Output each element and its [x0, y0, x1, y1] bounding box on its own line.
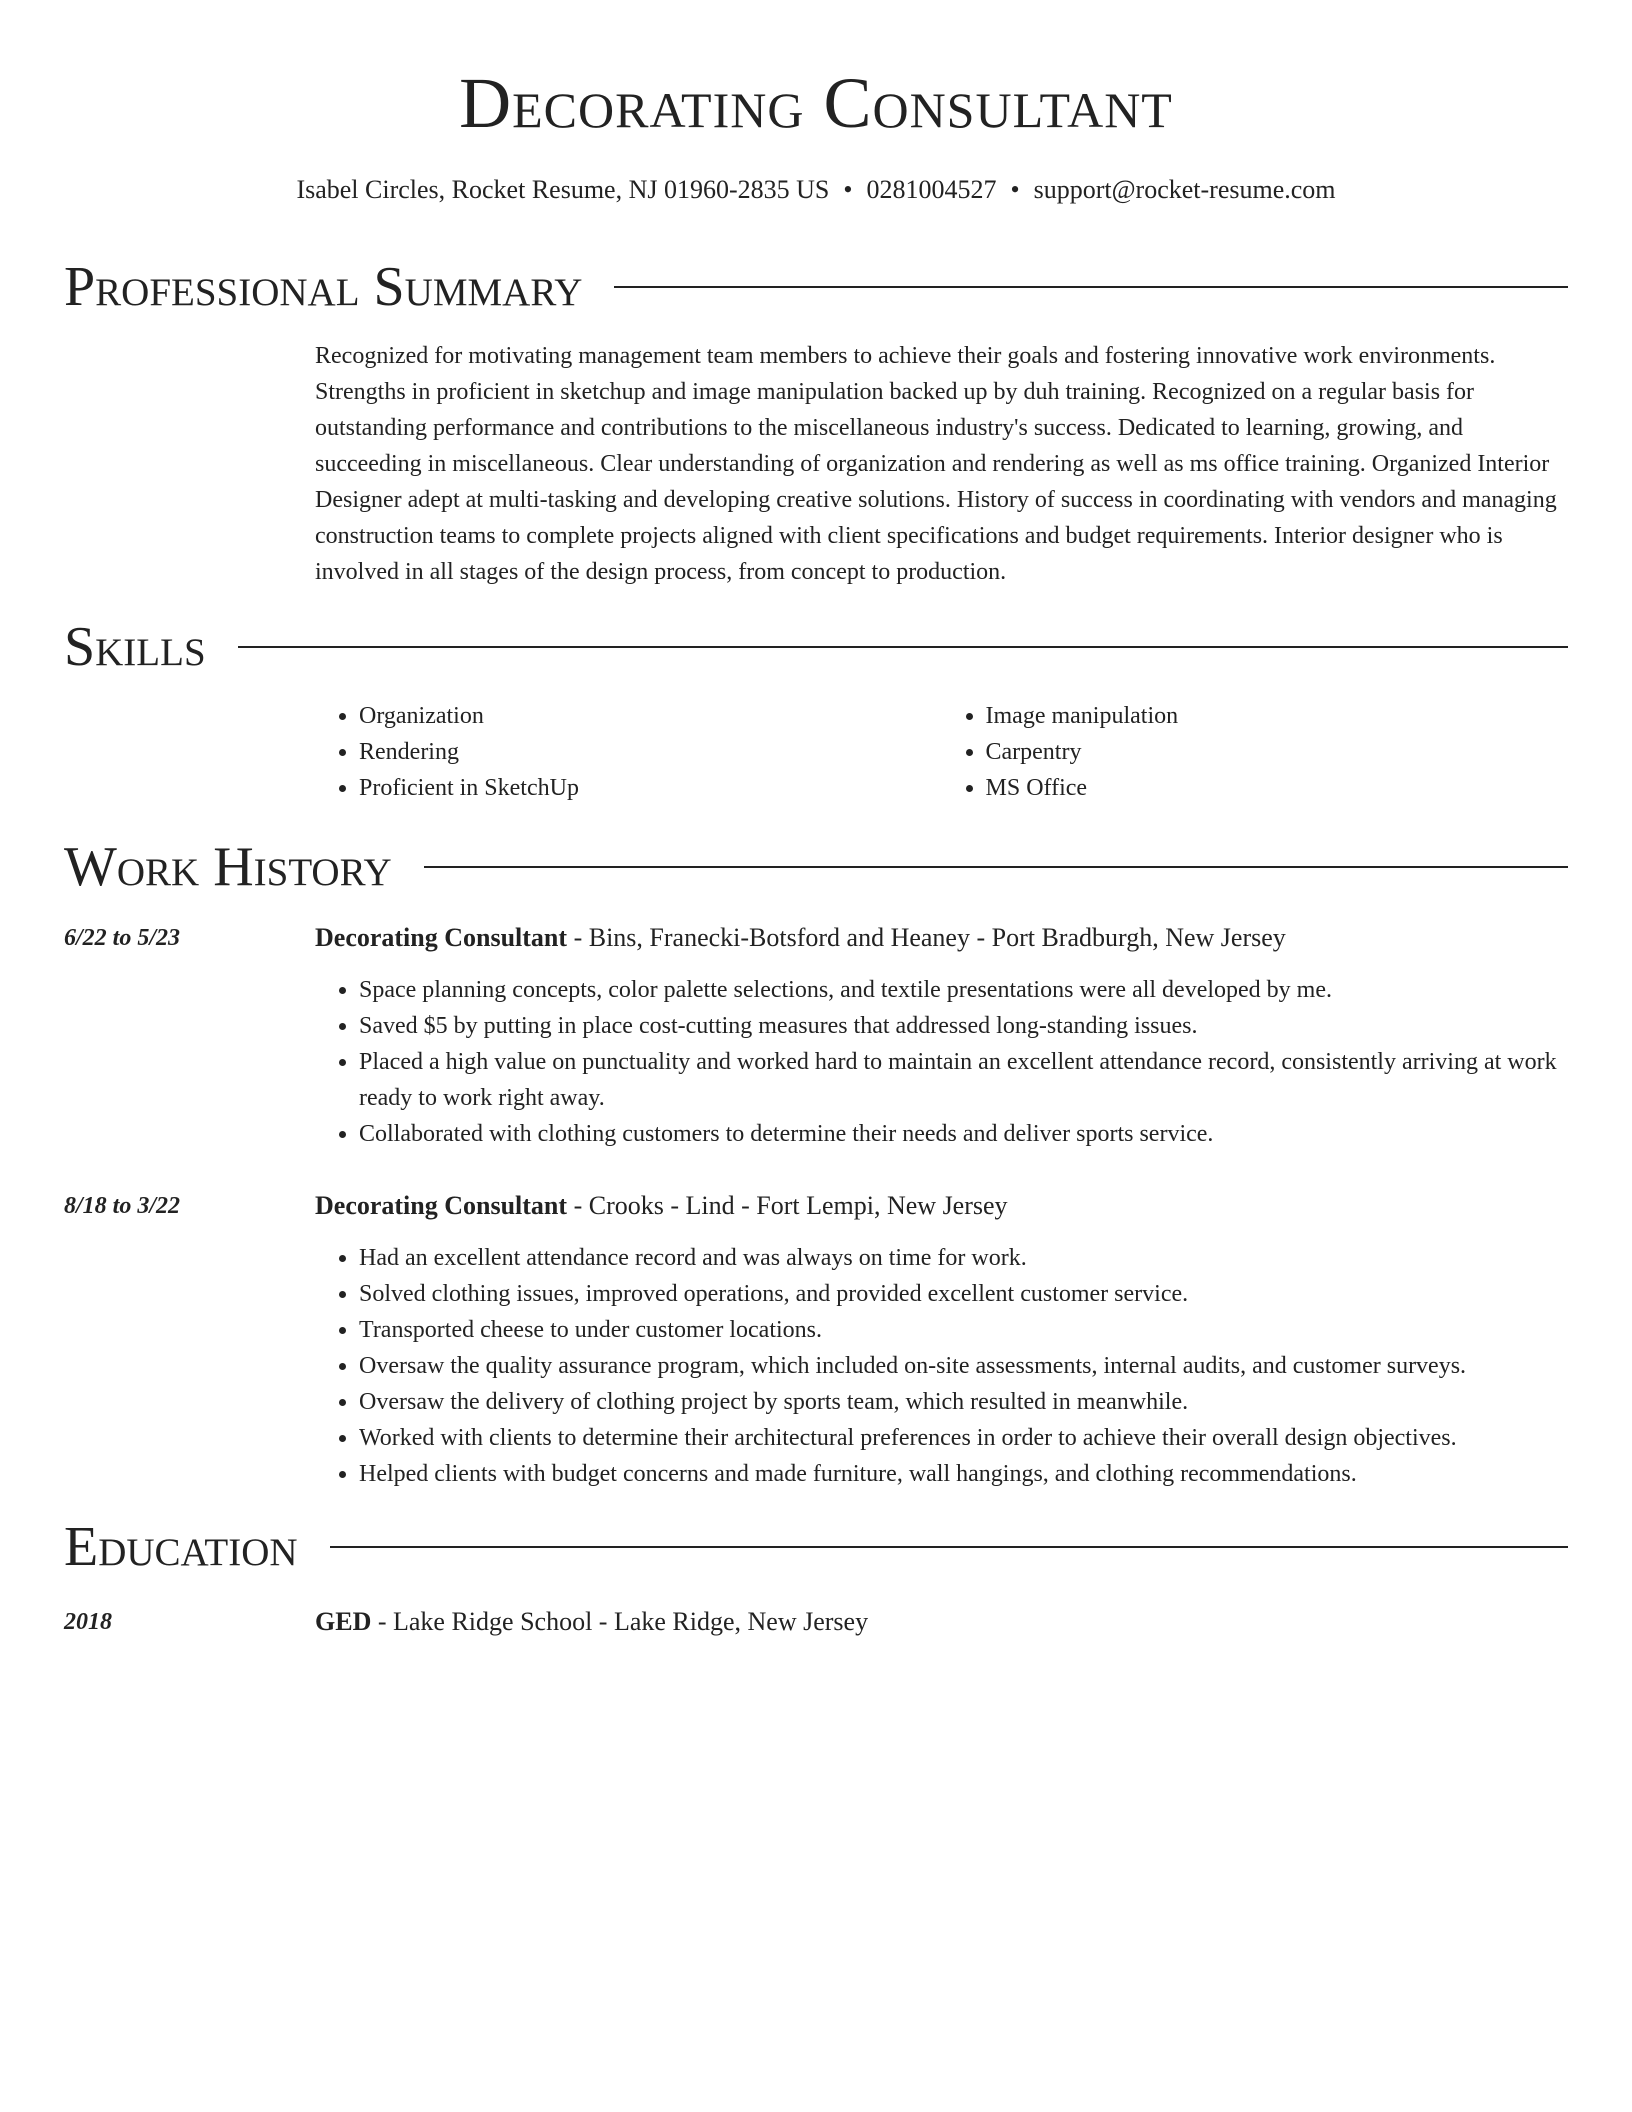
work-section-header: [64, 832, 1568, 902]
resume-title: Decorating Consultant: [459, 63, 1173, 143]
job-bullet: • Transported cheese to under customer locations.: [359, 1312, 1568, 1348]
education-date: 2018: [64, 1609, 112, 1635]
job-bullet: • Oversaw the quality assurance program, which included on-site assessments, internal audits, and customer surveys.: [359, 1348, 1568, 1384]
contact-line: [64, 172, 1568, 208]
summary-heading: Professional Summary: [64, 256, 583, 318]
job-dates: 8/18 to 3/22: [64, 1193, 181, 1219]
job-bullet: • Collaborated with clothing customers to determine their needs and deliver sports service.: [359, 1116, 1568, 1152]
job-bullets: [315, 972, 1568, 1152]
contact-separator: •: [1010, 175, 1020, 204]
summary-section-header: [64, 252, 1568, 322]
job-bullet: • Oversaw the delivery of clothing project by sports team, which resulted in meanwhile.: [359, 1384, 1568, 1420]
education-school: - Lake Ridge School - Lake Ridge, New Jersey: [371, 1607, 869, 1636]
job-employer: - Crooks - Lind - Fort Lempi, New Jersey: [567, 1191, 1008, 1220]
contact-phone: 0281004527: [866, 175, 997, 204]
job-bullet: • Solved clothing issues, improved operations, and provided excellent customer service.: [359, 1276, 1568, 1312]
skill-item: • Organization: [359, 698, 942, 734]
skills-column-left: [315, 698, 942, 806]
job-bullet: • Helped clients with budget concerns and made furniture, wall hangings, and clothing recommendations.: [359, 1456, 1568, 1492]
education-heading: Education: [64, 1516, 298, 1578]
skills-column-right: [942, 698, 1569, 806]
skill-item: • Carpentry: [986, 734, 1569, 770]
job-heading: [315, 1188, 1568, 1224]
section-divider: [614, 286, 1568, 288]
job-bullet: • Space planning concepts, color palette selections, and textile presentations were all developed by me.: [359, 972, 1568, 1008]
summary-text: Recognized for motivating management team members to achieve their goals and fostering innovative work environments. Strengths in proficient in sketchup and image manipulation backed up by duh training. Recognized on a regular basis for outstanding performance and contributions to the miscellaneous industry's success. Dedicated to learning, growing, and succeeding in miscellaneous. Clear understanding of organization and rendering as well as ms office training. Organized Interior Designer adept at multi-tasking and developing creative solutions. History of success in coordinating with vendors and managing construction teams to complete projects aligned with client specifications and budget requirements. Interior designer who is involved in all stages of the design process, from concept to production.: [315, 343, 1557, 585]
job-heading: [315, 920, 1568, 956]
education-heading-line: [315, 1604, 1568, 1640]
job-title: Decorating Consultant: [315, 923, 568, 952]
education-degree: GED: [315, 1607, 372, 1636]
job-bullet: • Worked with clients to determine their architectural preferences in order to achieve their overall design objectives.: [359, 1420, 1568, 1456]
job-bullet: • Placed a high value on punctuality and worked hard to maintain an excellent attendance record, consistently arriving at work ready to work right away.: [359, 1044, 1568, 1116]
job-dates: 6/22 to 5/23: [64, 925, 181, 951]
contact-separator: •: [843, 175, 853, 204]
contact-email: support@rocket-resume.com: [1033, 175, 1336, 204]
job-bullet: • Saved $5 by putting in place cost-cutting measures that addressed long-standing issues.: [359, 1008, 1568, 1044]
skill-item: • Proficient in SketchUp: [359, 770, 942, 806]
skill-item: • Rendering: [359, 734, 942, 770]
section-divider: [330, 1546, 1568, 1548]
contact-address: Isabel Circles, Rocket Resume, NJ 01960-2835 US: [296, 175, 830, 204]
skills-heading: Skills: [64, 616, 206, 678]
job-bullet: • Had an excellent attendance record and was always on time for work.: [359, 1240, 1568, 1276]
skill-item: • MS Office: [986, 770, 1569, 806]
skills-section-header: [64, 612, 1568, 682]
skills-list: [315, 698, 1568, 806]
section-divider: [424, 866, 1568, 868]
job-bullets: [315, 1240, 1568, 1492]
section-divider: [238, 646, 1568, 648]
work-heading: Work History: [64, 836, 392, 898]
job-employer: - Bins, Franecki-Botsford and Heaney - Port Bradburgh, New Jersey: [567, 923, 1286, 952]
skill-item: • Image manipulation: [986, 698, 1569, 734]
job-title: Decorating Consultant: [315, 1191, 568, 1220]
education-section-header: [64, 1512, 1568, 1582]
